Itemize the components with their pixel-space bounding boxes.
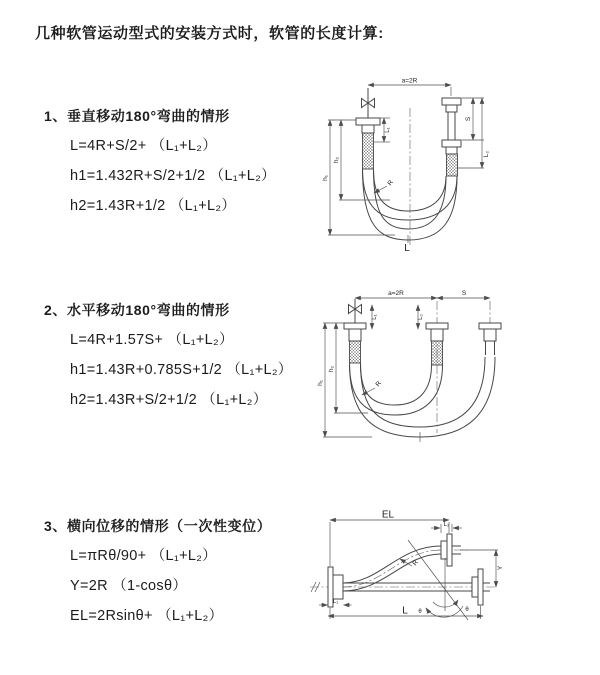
dim-label-h2: h₂ [328, 365, 335, 373]
dimension-lines [323, 298, 490, 442]
length-label: L [404, 243, 410, 254]
formula-l: L=4R+1.57S+ （L₁+L₂） [70, 332, 234, 348]
dim-label-l2: L₂ [418, 314, 424, 320]
page-title: 几种软管运动型式的安装方式时，软管的长度计算: [35, 25, 384, 42]
dim-label-y: Y [497, 565, 504, 571]
length-label: L [402, 605, 408, 617]
angle-label-theta-right: θ [465, 607, 469, 613]
dim-label-l2: L₂ [443, 522, 450, 528]
diagram-horizontal-180-bend [310, 283, 540, 455]
formula-h1: h1=1.43R+0.785S+1/2 （L₁+L₂） [70, 362, 293, 378]
formula-h2: h2=1.43R+1/2 （L₁+L₂） [70, 198, 237, 214]
section-3 [44, 516, 339, 626]
left-pipe-end [356, 88, 380, 169]
angle-label-theta-left: θ [418, 609, 422, 615]
right-pipe-end [442, 98, 461, 176]
dim-label-el: EL [381, 509, 395, 521]
section-2 [44, 300, 339, 410]
radius-label: R [411, 559, 420, 568]
dim-label-a2r: a=2R [388, 290, 404, 297]
diagram-vertical-180-bend [300, 72, 532, 258]
section-3-heading: 3、横向位移的情形（一次性变位） [44, 518, 272, 534]
dim-label-h1: h₁ [322, 175, 329, 181]
formula-y: Y=2R （1-cosθ） [70, 578, 188, 594]
dim-label-l1: L₁ [332, 599, 339, 605]
hose-curves [350, 357, 496, 437]
dim-label-h2: h₂ [333, 156, 340, 164]
formula-l: L=4R+S/2+ （L₁+L₂） [70, 138, 218, 154]
formula-h2: h2=1.43R+S/2+1/2 （L₁+L₂） [70, 392, 268, 408]
dimension-lines [328, 85, 484, 243]
dim-label-s: S [461, 290, 467, 297]
right-pipe-end [479, 323, 501, 355]
dim-label-l1: L₁ [385, 127, 391, 133]
middle-pipe-end [426, 323, 448, 365]
radius-label: R [386, 179, 396, 188]
dim-label-a2r: a=2R [401, 77, 418, 85]
diagram-lateral-displacement [300, 508, 580, 638]
radius-label: R [374, 380, 384, 389]
dimension-lines [319, 520, 498, 619]
formula-h1: h1=1.432R+S/2+1/2 （L₁+L₂） [70, 168, 276, 184]
section-2-heading: 2、水平移动180°弯曲的情形 [44, 302, 230, 318]
left-pipe-end [344, 299, 366, 363]
dim-label-l1: L₁ [372, 314, 378, 320]
formula-el: EL=2Rsinθ+ （L₁+L₂） [70, 608, 224, 624]
displaced-hose [343, 534, 461, 591]
angle-construction [408, 540, 468, 620]
dim-label-h1: h₁ [317, 380, 324, 386]
dim-label-s: S [465, 116, 472, 122]
section-1 [44, 106, 339, 216]
dim-label-l2: L₂ [483, 150, 490, 158]
formula-l: L=πRθ/90+ （L₁+L₂） [70, 548, 217, 564]
section-1-heading: 1、垂直移动180°弯曲的情形 [44, 108, 230, 124]
